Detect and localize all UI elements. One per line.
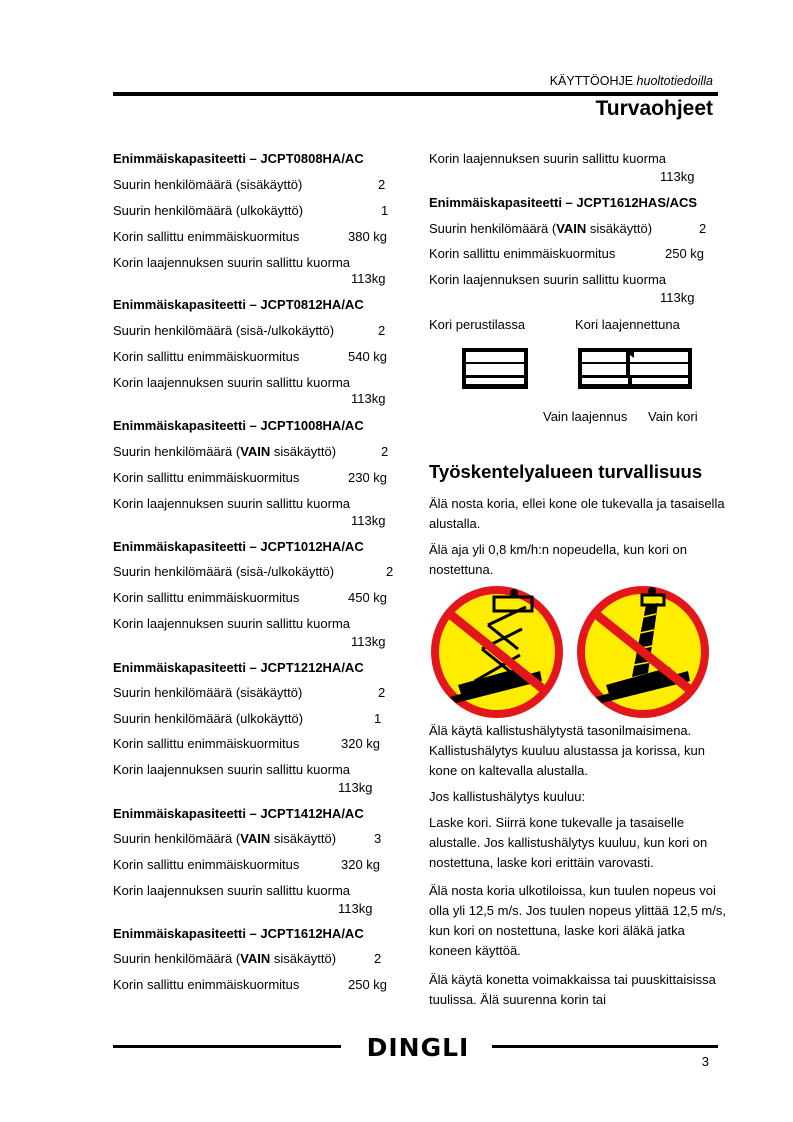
spec-value: 450 kg — [348, 590, 388, 605]
spec-label: Korin laajennuksen suurin sallittu kuorma — [113, 616, 351, 631]
spec-value: 1 — [381, 203, 389, 218]
spec-value: 250 kg — [348, 977, 388, 992]
capacity-heading-jcpt0812: Enimmäiskapasiteetti – JCPT0812HA/AC — [113, 297, 364, 312]
spec-label: Korin sallittu enimmäiskuormitus — [429, 246, 616, 261]
spec-value: 1 — [374, 711, 382, 726]
spec-value: 250 kg — [665, 246, 705, 261]
capacity-heading-jcpt1612has: Enimmäiskapasiteetti – JCPT1612HAS/ACS — [429, 195, 698, 210]
spec-label: Korin sallittu enimmäiskuormitus — [113, 229, 300, 244]
spec-label: Suurin henkilömäärä (VAIN sisäkäyttö) — [113, 831, 337, 846]
spec-value: 113kg — [338, 780, 373, 795]
spec-label: Korin laajennuksen suurin sallittu kuorma — [113, 883, 351, 898]
platform-extended-label: Kori laajennettuna — [575, 317, 680, 332]
manual-subtitle: huoltotiedoilla — [636, 74, 713, 88]
spec-label: Korin sallittu enimmäiskuormitus — [113, 857, 300, 872]
only-extension-label: Vain laajennus — [543, 409, 628, 424]
spec-value: 380 kg — [348, 229, 388, 244]
platform-extended-icon — [576, 345, 694, 392]
spec-value: 113kg — [351, 513, 386, 528]
logo-text: DINGLI — [366, 1033, 470, 1062]
capacity-heading-jcpt0808: Enimmäiskapasiteetti – JCPT0808HA/AC — [113, 151, 364, 166]
spec-label: Korin laajennuksen suurin sallittu kuorma — [113, 255, 351, 270]
platform-base-icon — [460, 345, 530, 392]
safety-paragraph: Älä käytä kallistushälytystä tasonilmaisimena. Kallistushälytys kuuluu alustassa ja korissa, kun kone on kaltevalla alustalla. — [429, 723, 706, 778]
page-title: Turvaohjeet — [595, 97, 713, 120]
spec-value: 2 — [381, 444, 389, 459]
spec-value: 113kg — [351, 271, 386, 286]
spec-value: 320 kg — [341, 857, 381, 872]
spec-label: Korin sallittu enimmäiskuormitus — [113, 736, 300, 751]
spec-value: 230 kg — [348, 470, 388, 485]
safety-paragraph: Laske kori. Siirrä kone tukevalle ja tasaiselle alustalle. Jos kallistushälytys kuuluu, kun kori on nostettuna, laske kori erittäin varovasti. — [429, 815, 708, 870]
spec-value: 2 — [378, 685, 386, 700]
spec-value: 2 — [378, 323, 386, 338]
spec-value: 3 — [374, 831, 382, 846]
spec-value: 113kg — [660, 290, 695, 305]
spec-label: Suurin henkilömäärä (ulkokäyttö) — [113, 203, 304, 218]
spec-label: Korin sallittu enimmäiskuormitus — [113, 977, 300, 992]
prohibited-mast-lift-on-slope-icon — [576, 585, 710, 719]
spec-label: Korin laajennuksen suurin sallittu kuorma — [113, 375, 351, 390]
spec-value: 2 — [374, 951, 382, 966]
header-divider — [113, 92, 718, 96]
spec-label: Suurin henkilömäärä (VAIN sisäkäyttö) — [113, 951, 337, 966]
spec-label: Korin laajennuksen suurin sallittu kuorma — [429, 272, 667, 287]
spec-label: Suurin henkilömäärä (sisäkäyttö) — [113, 685, 303, 700]
manual-title: KÄYTTÖOHJE — [549, 74, 634, 88]
manual-header — [550, 74, 713, 88]
platform-base-label: Kori perustilassa — [429, 317, 526, 332]
capacity-heading-jcpt1612: Enimmäiskapasiteetti – JCPT1612HA/AC — [113, 926, 364, 941]
safety-paragraph: Älä nosta koria, ellei kone ole tukevalla ja tasaisella alustalla. — [429, 496, 725, 531]
footer-divider-left — [113, 1045, 341, 1048]
spec-label: Suurin henkilömäärä (sisä-/ulkokäyttö) — [113, 323, 335, 338]
spec-label: Korin sallittu enimmäiskuormitus — [113, 349, 300, 364]
spec-value: 113kg — [351, 634, 386, 649]
spec-value: 320 kg — [341, 736, 381, 751]
spec-label: Suurin henkilömäärä (sisä-/ulkokäyttö) — [113, 564, 335, 579]
safety-paragraph: Älä aja yli 0,8 km/h:n nopeudella, kun kori on nostettuna. — [429, 542, 687, 577]
spec-label: Korin laajennuksen suurin sallittu kuorma — [113, 762, 351, 777]
section-title-work-area-safety: Työskentelyalueen turvallisuus — [429, 461, 703, 482]
spec-label: Korin sallittu enimmäiskuormitus — [113, 590, 300, 605]
page-number: 3 — [701, 1054, 709, 1069]
capacity-heading-jcpt1008: Enimmäiskapasiteetti – JCPT1008HA/AC — [113, 418, 364, 433]
spec-label: Suurin henkilömäärä (VAIN sisäkäyttö) — [113, 444, 337, 459]
spec-label: Suurin henkilömäärä (VAIN sisäkäyttö) — [429, 221, 653, 236]
spec-label: Suurin henkilömäärä (sisäkäyttö) — [113, 177, 303, 192]
spec-label: Suurin henkilömäärä (ulkokäyttö) — [113, 711, 304, 726]
spec-value: 113kg — [660, 169, 695, 184]
spec-value: 113kg — [351, 391, 386, 406]
safety-paragraph: Älä nosta koria ulkotiloissa, kun tuulen nopeus voi olla yli 12,5 m/s. Jos tuulen nopeus ylittää 12,5 m/s, kun kori on nostettuna, laske kori äläkä jatka koneen käyttöä. — [429, 883, 726, 958]
spec-value: 2 — [699, 221, 707, 236]
spec-value: 113kg — [338, 901, 373, 916]
dingli-logo — [356, 1030, 480, 1064]
footer-divider-right — [492, 1045, 718, 1048]
prohibited-scissor-lift-on-slope-icon — [430, 585, 564, 719]
spec-value: 2 — [386, 564, 394, 579]
capacity-heading-jcpt1012: Enimmäiskapasiteetti – JCPT1012HA/AC — [113, 539, 364, 554]
capacity-heading-jcpt1412: Enimmäiskapasiteetti – JCPT1412HA/AC — [113, 806, 364, 821]
spec-label: Korin laajennuksen suurin sallittu kuorma — [113, 496, 351, 511]
spec-label: Korin laajennuksen suurin sallittu kuorma — [429, 151, 667, 166]
spec-label: Korin sallittu enimmäiskuormitus — [113, 470, 300, 485]
safety-paragraph: Jos kallistushälytys kuuluu: — [429, 789, 586, 804]
spec-value: 540 kg — [348, 349, 388, 364]
capacity-heading-jcpt1212: Enimmäiskapasiteetti – JCPT1212HA/AC — [113, 660, 364, 675]
only-basket-label: Vain kori — [648, 409, 698, 424]
safety-paragraph: Älä käytä konetta voimakkaissa tai puuskittaisissa tuulissa. Älä suurenna korin tai — [429, 972, 716, 1007]
spec-value: 2 — [378, 177, 386, 192]
